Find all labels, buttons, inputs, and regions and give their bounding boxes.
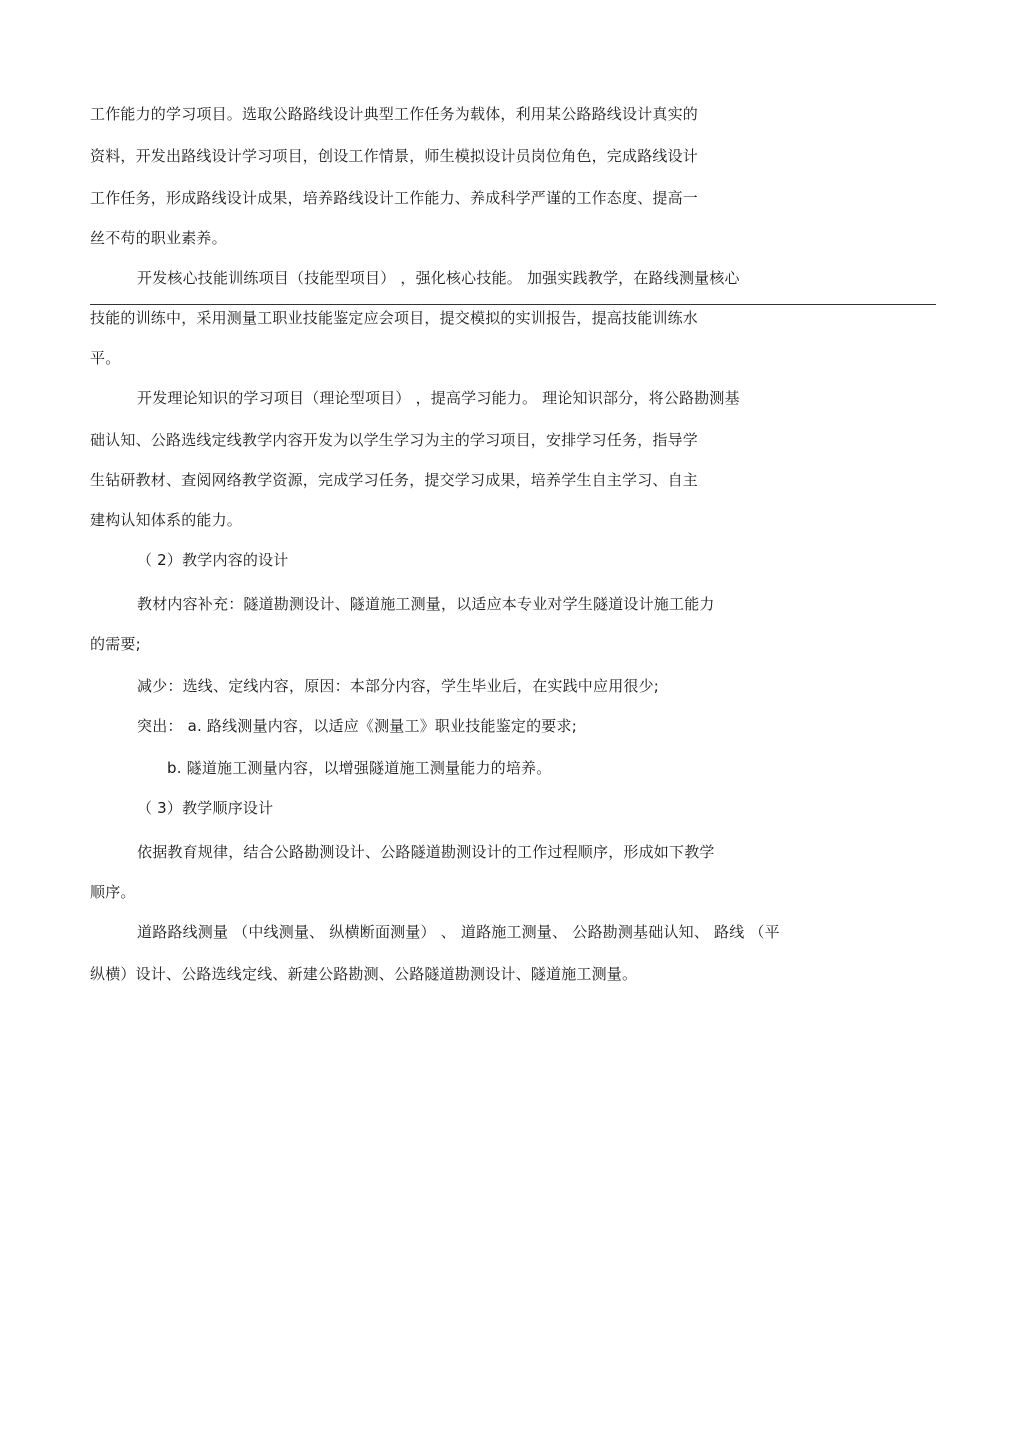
paragraph-line: 础认知、公路选线定线教学内容开发为以学生学习为主的学习项目，安排学习任务，指导学 <box>90 431 699 449</box>
paragraph-line: 丝不苟的职业素养。 <box>90 229 227 247</box>
paragraph-line: 开发核心技能训练项目（技能型项目） ，强化核心技能。 加强实践教学，在路线测量核心 <box>137 269 740 287</box>
paragraph-line: 工作任务，形成路线设计成果，培养路线设计工作能力、养成科学严谨的工作态度、提高一 <box>90 189 699 207</box>
paragraph-line: 道路路线测量 （中线测量、 纵横断面测量） 、 道路施工测量、 公路勘测基础认知、 路线 （平 <box>137 923 780 941</box>
paragraph-line: b. 隧道施工测量内容，以增强隧道施工测量能力的培养。 <box>167 759 552 777</box>
paragraph-line: 工作能力的学习项目。选取公路路线设计典型工作任务为载体，利用某公路路线设计真实的 <box>90 105 699 123</box>
section-heading: （ 2）教学内容的设计 <box>137 551 289 569</box>
paragraph-line: 突出： a. 路线测量内容，以适应《测量工》职业技能鉴定的要求; <box>137 717 577 735</box>
paragraph-line: 技能的训练中，采用测量工职业技能鉴定应会项目，提交模拟的实训报告，提高技能训练水 <box>90 309 699 327</box>
paragraph-line: 依据教育规律，结合公路勘测设计、公路隧道勘测设计的工作过程顺序，形成如下教学 <box>137 843 715 861</box>
paragraph-line: 减少：选线、定线内容，原因：本部分内容，学生毕业后，在实践中应用很少; <box>137 677 660 695</box>
paragraph-line: 的需要; <box>90 635 141 653</box>
paragraph-line: 顺序。 <box>90 883 136 901</box>
paragraph-line: 建构认知体系的能力。 <box>90 511 243 529</box>
section-heading: （ 3）教学顺序设计 <box>137 799 274 817</box>
paragraph-line: 平。 <box>90 349 121 367</box>
paragraph-line: 教材内容补充：隧道勘测设计、隧道施工测量，以适应本专业对学生隧道设计施工能力 <box>137 595 715 613</box>
paragraph-line: 资料，开发出路线设计学习项目，创设工作情景，师生模拟设计员岗位角色，完成路线设计 <box>90 147 699 165</box>
paragraph-line: 生钻研教材、查阅网络教学资源，完成学习任务，提交学习成果，培养学生自主学习、自主 <box>90 471 699 489</box>
paragraph-line: 开发理论知识的学习项目（理论型项目） ，提高学习能力。 理论知识部分，将公路勘测基 <box>137 389 740 407</box>
paragraph-line: 纵横）设计、公路选线定线、新建公路勘测、公路隧道勘测设计、隧道施工测量。 <box>90 965 638 983</box>
horizontal-rule <box>90 304 936 305</box>
